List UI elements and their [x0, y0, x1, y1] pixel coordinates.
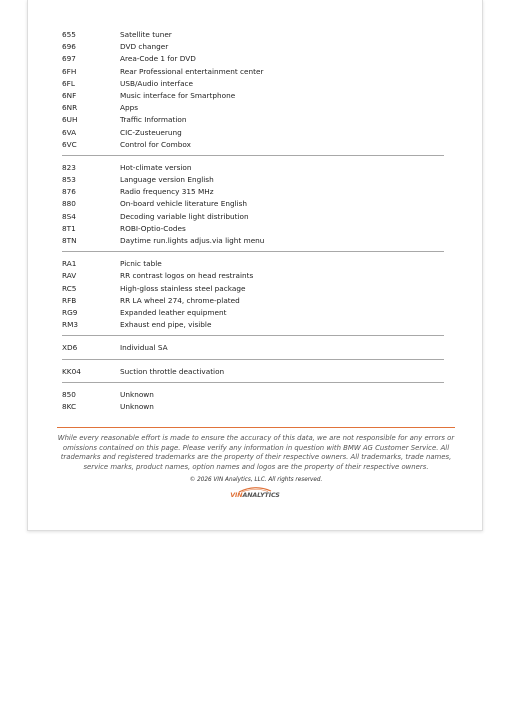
option-description: On-board vehicle literature English [120, 199, 248, 209]
option-row [62, 90, 444, 102]
option-code: 6VC [62, 139, 77, 149]
option-code: RC5 [62, 283, 77, 293]
option-row [62, 102, 444, 114]
option-row [62, 319, 444, 331]
option-description: Unknown [120, 389, 154, 399]
option-code: 6VA [62, 127, 77, 137]
option-group [62, 29, 444, 156]
option-code: 850 [62, 389, 76, 399]
option-description: Language version English [120, 175, 214, 185]
option-description: USB/Audio interface [120, 78, 194, 88]
option-row [62, 366, 444, 378]
option-row [62, 41, 444, 53]
option-description: ROBI-Optio-Codes [120, 223, 186, 233]
option-code: 6NR [62, 103, 78, 113]
option-row [62, 78, 444, 90]
option-description: Decoding variable light distribution [120, 211, 249, 221]
option-description: Satellite tuner [120, 30, 172, 39]
option-row [62, 295, 444, 307]
option-row [62, 235, 444, 247]
option-description: CIC-Zusteuerung [120, 127, 182, 137]
option-code: RG9 [62, 307, 78, 317]
option-row [62, 258, 444, 270]
option-description: High-gloss stainless steel package [120, 283, 246, 293]
option-row [62, 127, 444, 139]
option-row [62, 223, 444, 235]
option-code: 6NF [62, 90, 77, 100]
option-description: Area-Code 1 for DVD [120, 54, 196, 64]
option-code: RM3 [62, 320, 79, 330]
option-description: Suction throttle deactivation [120, 366, 225, 376]
option-row [62, 29, 444, 41]
option-description: Control for Combox [120, 139, 191, 149]
option-row [62, 162, 444, 174]
option-code: XD6 [62, 343, 78, 353]
option-code: 823 [62, 162, 76, 172]
option-group [62, 162, 444, 252]
option-row [62, 198, 444, 210]
option-description: Traffic Information [120, 115, 187, 125]
option-group [62, 258, 444, 336]
option-row [62, 186, 444, 198]
option-description: Unknown [120, 401, 154, 411]
option-description: Daytime run.lights adjus.via light menu [120, 236, 265, 245]
logo-text-vin: VIN [230, 492, 243, 499]
copyright-text: © 2026 VIN Analytics, LLC. All rights reserved. [189, 477, 323, 483]
option-row [62, 66, 444, 78]
option-row [62, 114, 444, 126]
option-code: 8TN [62, 236, 77, 245]
option-description: Exhaust end pipe, visible [120, 320, 212, 330]
option-description: Rear Professional entertainment center [120, 66, 264, 76]
option-code: KK04 [62, 366, 81, 376]
option-list [62, 29, 444, 423]
option-code: 8T1 [62, 223, 76, 233]
option-row [62, 342, 444, 354]
option-code: 6FH [62, 66, 77, 76]
option-description: RR contrast logos on head restraints [120, 271, 254, 281]
option-code: 8S4 [62, 211, 76, 221]
option-code: 880 [62, 199, 76, 209]
option-row [62, 174, 444, 186]
option-code: 6FL [62, 78, 75, 88]
option-code: RAV [62, 271, 77, 281]
option-description: Individual SA [120, 343, 168, 353]
option-row [62, 283, 444, 295]
option-group [62, 342, 444, 359]
option-code: 6UH [62, 115, 78, 125]
disclaimer-text: While every reasonable effort is made to ensure the accuracy of this data, we are not responsible for any errors or omissions contained on this page. Please verify any information in question with BMW AG Customer Service. All trademarks and registered trademarks are the property of their respective owners. All trademarks, trade names, service marks, product names, option names and logos are the property of their respective owners. [57, 434, 455, 472]
logo-text-analytics: ANALYTICS [242, 492, 280, 499]
footer-divider [57, 427, 455, 428]
option-code: 876 [62, 187, 76, 197]
option-description: Apps [120, 103, 139, 113]
option-code: 697 [62, 54, 76, 64]
option-code: RFB [62, 295, 77, 305]
option-code: 655 [62, 30, 76, 39]
option-row [62, 307, 444, 319]
option-group [62, 366, 444, 383]
option-group [62, 389, 444, 417]
option-row [62, 139, 444, 151]
option-row [62, 211, 444, 223]
option-description: Picnic table [120, 259, 162, 269]
option-description: Expanded leather equipment [120, 307, 227, 317]
vinanalytics-logo[interactable] [224, 486, 286, 502]
option-row [62, 53, 444, 65]
option-description: Music interface for Smartphone [120, 90, 236, 100]
option-code: 696 [62, 42, 76, 52]
option-code: 8KC [62, 401, 77, 411]
option-description: Radio frequency 315 MHz [120, 187, 214, 197]
option-code: 853 [62, 175, 76, 185]
option-description: Hot-climate version [120, 162, 192, 172]
option-description: RR LA wheel 274, chrome-plated [120, 295, 240, 305]
option-row [62, 389, 444, 401]
option-row [62, 270, 444, 282]
option-description: DVD changer [120, 42, 169, 52]
option-code: RA1 [62, 259, 77, 269]
option-row [62, 401, 444, 413]
